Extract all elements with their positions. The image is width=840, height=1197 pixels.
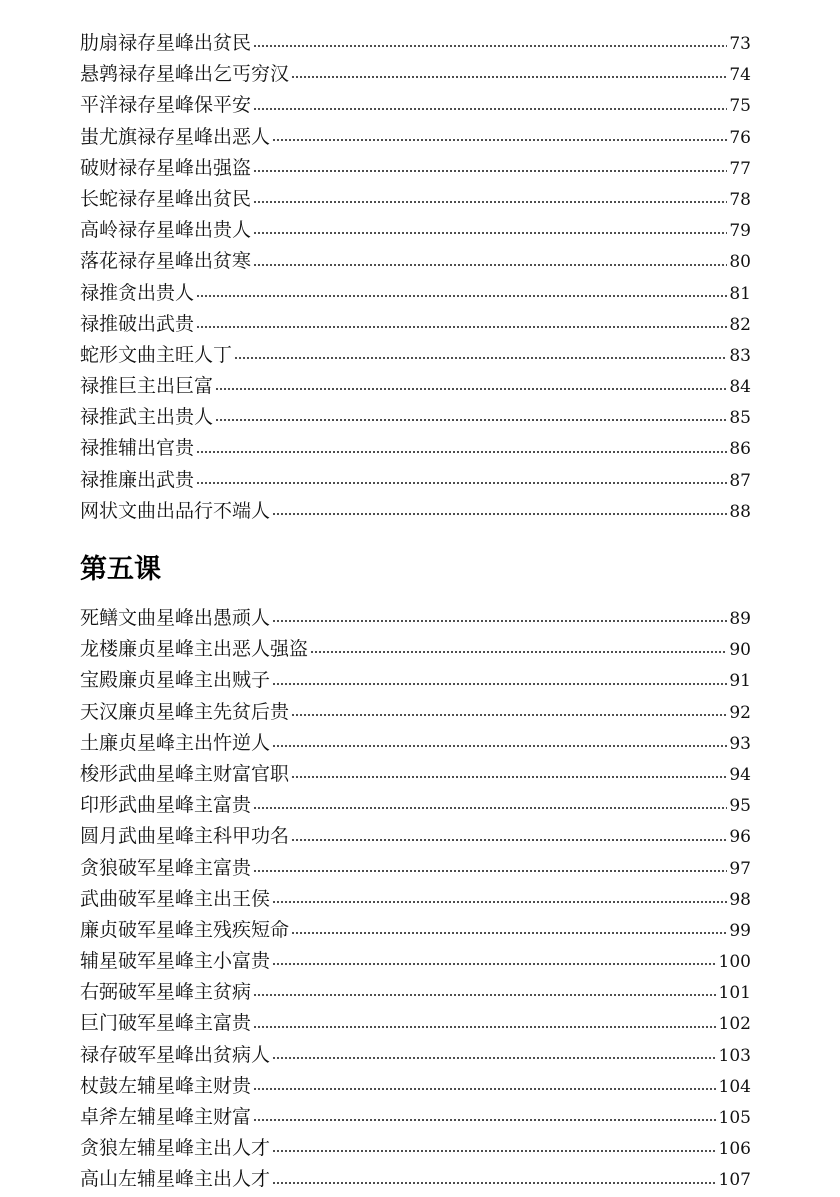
toc-entry[interactable] [80, 1008, 751, 1039]
dot-leader [253, 231, 727, 235]
toc-entry[interactable] [80, 402, 751, 433]
dot-leader [272, 744, 727, 748]
toc-entry-page-number: 81 [729, 283, 751, 304]
toc-entry[interactable] [80, 915, 751, 946]
toc-entry-page-number: 77 [729, 158, 751, 179]
toc-entry-page-number: 99 [729, 920, 751, 941]
toc-entry-title: 网状文曲出品行不端人 [80, 499, 271, 522]
dot-leader [272, 682, 727, 686]
dot-leader [253, 44, 727, 48]
dot-leader [291, 838, 727, 842]
dot-leader [215, 387, 727, 391]
toc-entry-page-number: 79 [729, 221, 751, 242]
toc-entry-title: 长蛇禄存星峰出贫民 [80, 187, 252, 210]
toc-entry[interactable] [80, 728, 751, 759]
toc-entry[interactable] [80, 821, 751, 852]
toc-entry-title: 宝殿廉贞星峰主出贼子 [80, 669, 271, 692]
toc-entry-page-number: 87 [729, 470, 751, 491]
toc-entry-title: 禄推破出武贵 [80, 312, 195, 335]
dot-leader [253, 263, 727, 267]
toc-entry-title: 印形武曲星峰主富贵 [80, 794, 252, 817]
toc-entry[interactable] [80, 122, 751, 153]
dot-leader [272, 900, 727, 904]
table-of-contents [80, 28, 751, 1196]
toc-entry-title: 巨门破军星峰主富贵 [80, 1012, 252, 1035]
dot-leader [272, 512, 727, 516]
dot-leader [272, 619, 727, 623]
toc-entry-page-number: 88 [729, 501, 751, 522]
toc-entry[interactable] [80, 309, 751, 340]
toc-entry[interactable] [80, 371, 751, 402]
dot-leader [253, 869, 727, 873]
toc-entry-page-number: 82 [729, 314, 751, 335]
toc-entry[interactable] [80, 184, 751, 215]
toc-entry[interactable] [80, 59, 751, 90]
toc-entry-title: 蛇形文曲主旺人丁 [80, 343, 233, 366]
toc-entry-title: 贪狼左辅星峰主出人才 [80, 1137, 271, 1160]
toc-entry[interactable] [80, 790, 751, 821]
toc-entry-title: 梭形武曲星峰主财富官职 [80, 762, 290, 785]
toc-entry-title: 天汉廉贞星峰主先贫后贵 [80, 700, 290, 723]
dot-leader [253, 1118, 717, 1122]
toc-entry-title: 武曲破军星峰主出王侯 [80, 887, 271, 910]
toc-entry-title: 辅星破军星峰主小富贵 [80, 950, 271, 973]
toc-entry[interactable] [80, 977, 751, 1008]
toc-group-2 [80, 603, 751, 1196]
toc-entry[interactable] [80, 1071, 751, 1102]
toc-entry[interactable] [80, 153, 751, 184]
dot-leader [253, 993, 717, 997]
toc-entry[interactable] [80, 946, 751, 977]
toc-entry-title: 贪狼破军星峰主富贵 [80, 856, 252, 879]
dot-leader [253, 806, 727, 810]
toc-entry-title: 高岭禄存星峰出贵人 [80, 219, 252, 242]
dot-leader [215, 418, 727, 422]
toc-entry-title: 杖鼓左辅星峰主财贵 [80, 1074, 252, 1097]
dot-leader [196, 481, 727, 485]
toc-entry-page-number: 93 [729, 733, 751, 754]
toc-entry[interactable] [80, 215, 751, 246]
toc-entry[interactable] [80, 697, 751, 728]
dot-leader [196, 450, 727, 454]
dot-leader [272, 138, 727, 142]
toc-entry-page-number: 102 [718, 1014, 751, 1035]
toc-entry[interactable] [80, 665, 751, 696]
toc-entry-title: 死鳝文曲星峰出愚顽人 [80, 607, 271, 629]
toc-entry-page-number: 104 [718, 1076, 751, 1097]
toc-entry-page-number: 80 [729, 252, 751, 273]
toc-entry-page-number: 90 [729, 640, 751, 661]
dot-leader [196, 294, 727, 298]
toc-entry-title: 落花禄存星峰出贫寒 [80, 250, 252, 273]
toc-entry-page-number: 74 [729, 65, 751, 86]
toc-entry-page-number: 92 [729, 702, 751, 723]
toc-entry-title: 龙楼廉贞星峰主出恶人强盗 [80, 638, 309, 661]
toc-entry-page-number: 106 [718, 1139, 751, 1160]
toc-entry-page-number: 75 [729, 96, 751, 117]
toc-entry-page-number: 86 [729, 439, 751, 460]
toc-entry[interactable] [80, 634, 751, 665]
toc-entry[interactable] [80, 433, 751, 464]
toc-entry-title: 廉贞破军星峰主残疾短命 [80, 918, 290, 941]
toc-entry-page-number: 83 [729, 345, 751, 366]
toc-entry-title: 肋扇禄存星峰出贫民 [80, 32, 252, 54]
toc-entry[interactable] [80, 1102, 751, 1133]
dot-leader [253, 169, 727, 173]
dot-leader [253, 200, 727, 204]
toc-entry-page-number: 84 [729, 377, 751, 398]
toc-entry-title: 蚩尤旗禄存星峰出恶人 [80, 125, 271, 148]
dot-leader [272, 1149, 717, 1153]
toc-entry-title: 禄推贪出贵人 [80, 281, 195, 304]
toc-entry[interactable] [80, 1040, 751, 1071]
toc-entry-page-number: 96 [729, 827, 751, 848]
toc-entry[interactable] [80, 1164, 751, 1195]
toc-entry[interactable] [80, 340, 751, 371]
dot-leader [291, 775, 727, 779]
toc-entry[interactable] [80, 853, 751, 884]
toc-entry-title: 圆月武曲星峰主科甲功名 [80, 825, 290, 848]
toc-entry-page-number: 95 [729, 796, 751, 817]
dot-leader [272, 1181, 717, 1185]
toc-entry-title: 土廉贞星峰主出忤逆人 [80, 731, 271, 754]
toc-entry-page-number: 101 [718, 983, 751, 1004]
toc-entry-page-number: 78 [729, 189, 751, 210]
toc-entry[interactable] [80, 496, 751, 527]
toc-entry[interactable] [80, 884, 751, 915]
dot-leader [253, 1025, 717, 1029]
dot-leader [272, 1056, 717, 1060]
toc-entry[interactable] [80, 28, 751, 59]
toc-group-1 [80, 28, 751, 527]
toc-entry-title: 悬鹑禄存星峰出乞丐穷汉 [80, 63, 290, 86]
dot-leader [253, 1087, 717, 1091]
toc-entry-title: 右弼破军星峰主贫病 [80, 981, 252, 1004]
dot-leader [234, 356, 727, 360]
toc-entry[interactable] [80, 465, 751, 496]
toc-entry-title: 平洋禄存星峰保平安 [80, 94, 252, 117]
toc-entry-page-number: 105 [718, 1108, 751, 1128]
section-heading: 第五课 [80, 554, 161, 585]
toc-entry-page-number: 107 [718, 1170, 751, 1191]
toc-entry-title: 高山左辅星峰主出人才 [80, 1168, 271, 1191]
toc-entry-title: 卓斧左辅星峰主财富 [80, 1106, 252, 1128]
dot-leader [196, 325, 727, 329]
toc-entry-page-number: 85 [729, 408, 751, 429]
dot-leader [272, 962, 717, 966]
dot-leader [291, 931, 727, 935]
toc-entry-page-number: 103 [718, 1045, 751, 1066]
dot-leader [310, 650, 727, 654]
toc-entry[interactable] [80, 1133, 751, 1164]
toc-entry-page-number: 100 [718, 952, 751, 973]
toc-entry-title: 禄推辅出官贵 [80, 437, 195, 460]
toc-entry-title: 禄推武主出贵人 [80, 406, 214, 429]
dot-leader [291, 713, 727, 717]
toc-entry-page-number: 91 [729, 671, 751, 692]
toc-entry[interactable] [80, 278, 751, 309]
toc-entry-title: 禄推巨主出巨富 [80, 375, 214, 398]
toc-entry-page-number: 89 [729, 609, 751, 629]
toc-entry-page-number: 94 [729, 764, 751, 785]
toc-entry-page-number: 97 [729, 858, 751, 879]
toc-entry-page-number: 98 [729, 889, 751, 910]
toc-entry-title: 禄存破军星峰出贫病人 [80, 1043, 271, 1066]
toc-entry[interactable] [80, 603, 751, 634]
toc-entry-title: 破财禄存星峰出强盗 [80, 156, 252, 179]
toc-entry-title: 禄推廉出武贵 [80, 468, 195, 491]
dot-leader [253, 107, 727, 111]
toc-entry[interactable] [80, 246, 751, 277]
toc-entry-page-number: 73 [729, 34, 751, 54]
toc-entry-page-number: 76 [729, 127, 751, 148]
toc-entry[interactable] [80, 759, 751, 790]
toc-entry[interactable] [80, 90, 751, 121]
dot-leader [291, 75, 727, 79]
